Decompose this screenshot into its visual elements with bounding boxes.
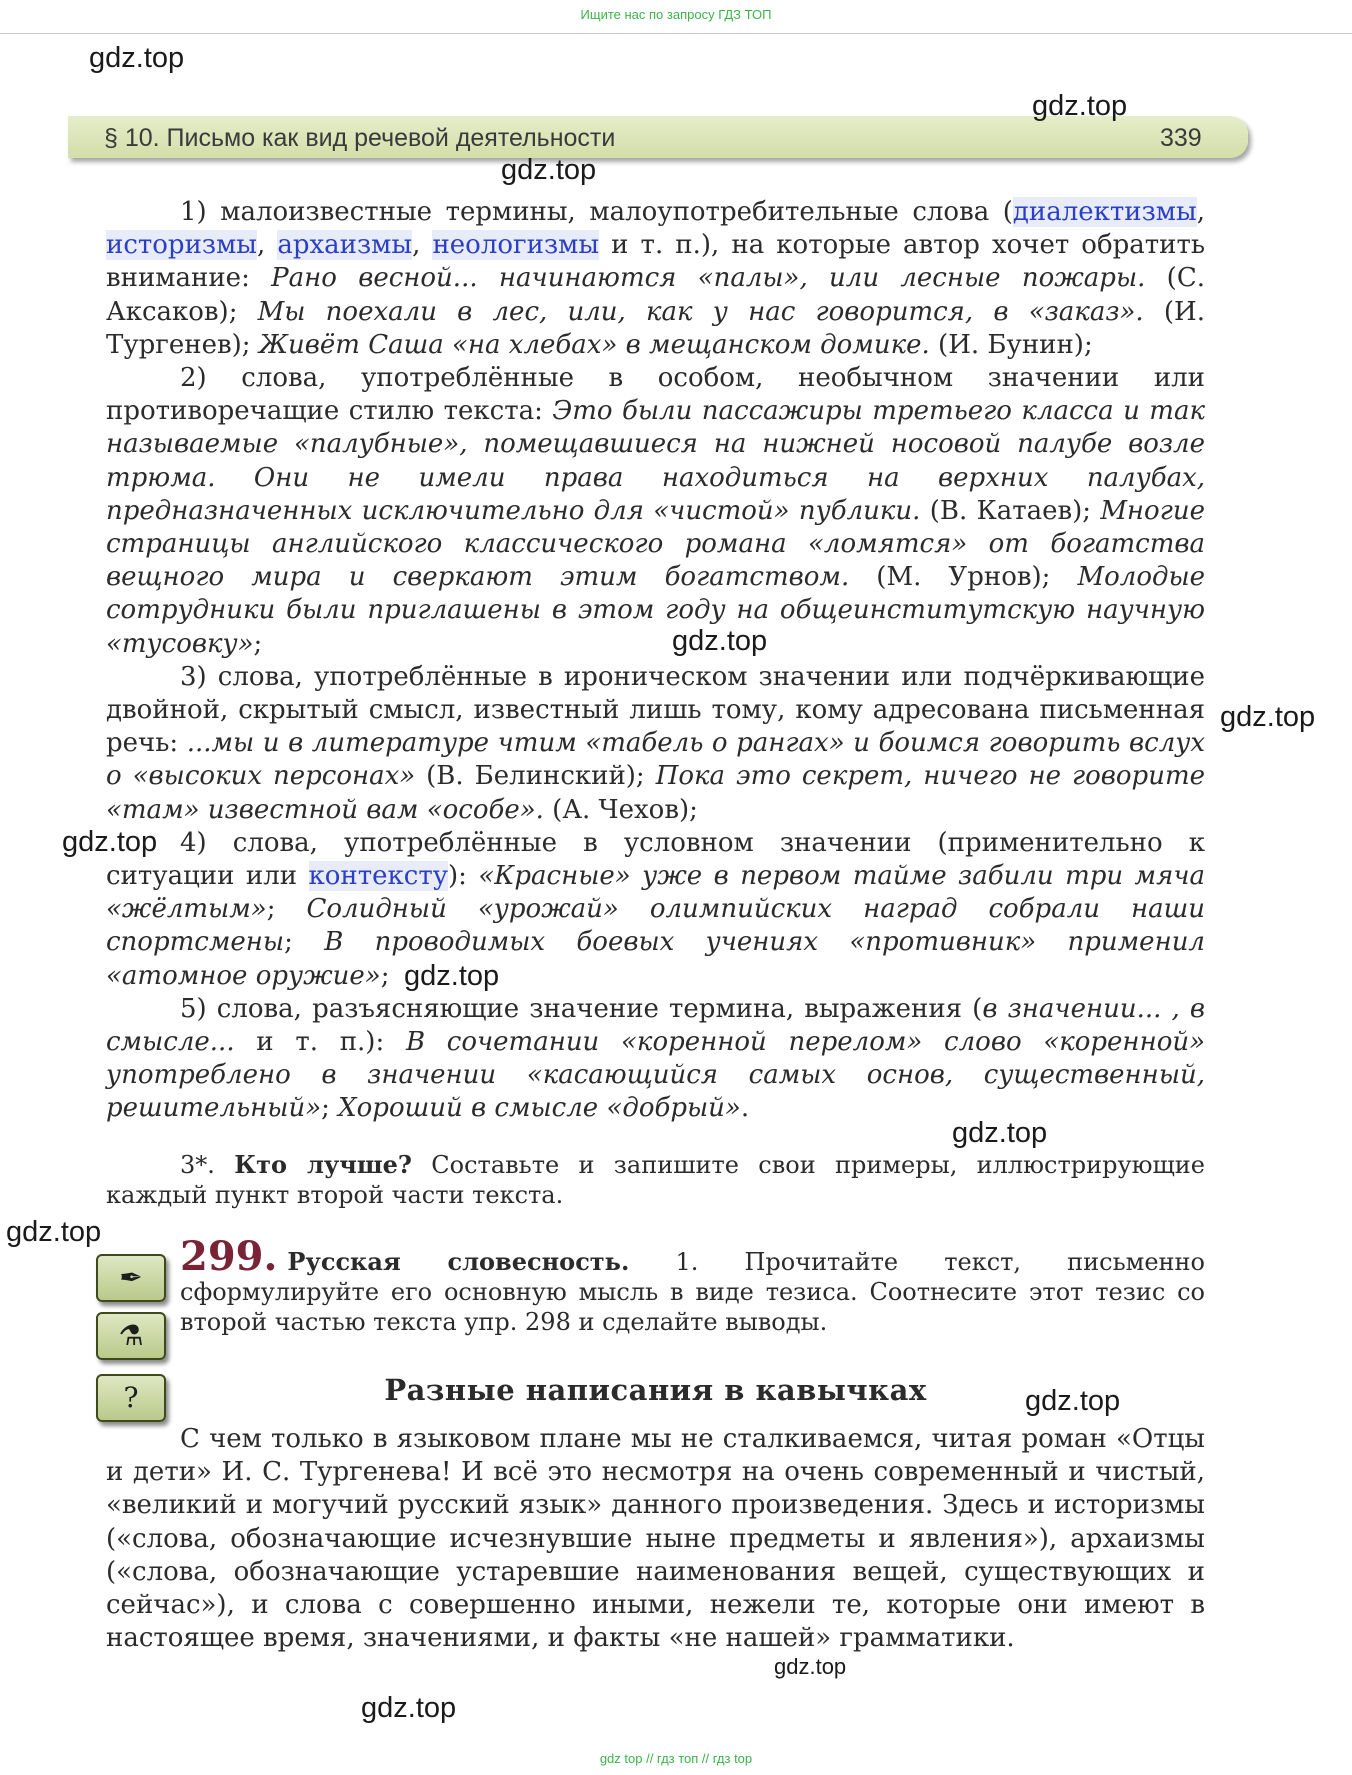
watermark: gdz.top: [6, 1216, 102, 1248]
rules-list: [106, 196, 1205, 1126]
rule-item-5: 5) слова, разъясняющие значение термина, выражения (в значении... , в смысле... и т. п.): В сочетании «коренной перелом» слово «коренной» употреблено в значении «касающийся самых основ, существенный, решительный»; Хороший в смысле «добрый».: [106, 993, 1206, 1124]
rule-item-1: 1) малоизвестные термины, малоупотребительные слова (диалектизмы, историзмы, архаизмы, неологизмы и т. п.), на которые автор хочет обратить внимание: Рано весной... начинаются «палы», или лесные пожары. (С. Аксаков); Мы поехали в лес, или, как у нас говорится, в «заказ». (И. Тургенев); Живёт Саша «на хлебах» в мещанском домике. (И. Бунин);: [106, 197, 1206, 360]
question-book-icon: ?: [96, 1374, 166, 1422]
section-header-title: § 10. Письмо как вид речевой деятельности: [104, 124, 616, 152]
rule-item-3: 3) слова, употреблённые в ироническом значении или подчёркивающие двойной, скрытый смысл, известный лишь тому, кому адресована письменная речь: ...мы и в литературе чтим «табель о рангах» и боимся говорить вслух о «высоких персонах» (В. Белинский); Пока это секрет, ничего не говорите «там» известной вам «особе». (А. Чехов);: [106, 661, 1205, 825]
watermark: gdz.top: [1032, 90, 1128, 122]
term-link-context[interactable]: контексту: [308, 861, 449, 892]
watermark: gdz.top: [1220, 701, 1316, 733]
rule-item-2: 2) слова, употреблённые в особом, необычном значении или противоречащие стилю текста: Это были пассажиры третьего класса и так называемые «палубные», помещавшиеся на нижней носовой палубе возле трюма. Они не имели права находиться на верхних палубах, предназначенных исключительно для «чистой» публики. (В. Катаев); Многие страницы английского классического романа «ломятся» от богатства вещного мира и сверкают этим богатством. (М. Урнов); Молодые сотрудники были приглашены в этом году на общеинститутскую научную «тусовку»;: [106, 363, 1206, 659]
top-banner[interactable]: Ищите нас по запросу ГДЗ ТОП: [0, 0, 1352, 34]
watermark: gdz.top: [774, 1654, 847, 1679]
task-label: Кто лучше?: [234, 1150, 412, 1179]
watermark: gdz.top: [672, 625, 768, 657]
exercise-paragraph: С чем только в языковом плане мы не сталкиваемся, читая роман «Отцы и дети» И. С. Тургенева! И всё это несмотря на очень современный и чистый, «великий и могучий русский язык» данного произведения. Здесь и историзмы («слова, обозначающие исчезнувшие ныне предметы и явления»), архаизмы («слова, обозначающие устаревшие наименования вещей, существующих и сейчас»), и слова с совершенно иными, нежели те, которые они имеют в настоящее время, значениями, и факты «не нашей» грамматики.: [106, 1424, 1205, 1654]
watermark: gdz.top: [952, 1117, 1048, 1149]
footer-links[interactable]: gdz top // гдз топ // гдз top: [599, 1751, 753, 1766]
term-link-dialectisms[interactable]: диалектизмы: [1012, 197, 1197, 227]
watermark: gdz.top: [89, 42, 185, 74]
text-title: Разные написания в кавычках: [384, 1373, 927, 1407]
task-3: 3*. Кто лучше? Составьте и запишите свои примеры, иллюстрирующие каждый пункт второй части текста.: [106, 1150, 1205, 1209]
quill-book-icon: ✒: [96, 1254, 166, 1302]
rule-item-4: 4) слова, употреблённые в условном значении (применительно к ситуации или контексту): «Красные» уже в первом тайме забили три мяча «жёлтым»; Солидный «урожай» олимпийских наград собрали наши спортсмены; В проводимых боевых учениях «противник» применил «атомное оружие»;: [106, 827, 1206, 991]
term-link-archaisms[interactable]: архаизмы: [277, 230, 413, 261]
watermark: gdz.top: [501, 154, 597, 186]
exercise-text: [106, 1423, 1205, 1655]
watermark: gdz.top: [62, 826, 158, 858]
page-number: 339: [1160, 124, 1202, 152]
exercise-label: Русская словесность.: [287, 1247, 630, 1276]
watermark: gdz.top: [361, 1692, 457, 1724]
term-link-neologisms[interactable]: неологизмы: [432, 230, 600, 261]
term-link-historisms[interactable]: историзмы: [106, 230, 257, 261]
watermark: gdz.top: [1025, 1385, 1121, 1417]
watermark: gdz.top: [404, 960, 500, 992]
microscope-icon: ⚗: [96, 1312, 166, 1360]
exercise-number: 299.: [180, 1233, 278, 1280]
exercise-299: 299. Русская словесность. 1. Прочитайте текст, письменно сформулируйте его основную мысль в виде тезиса. Соотнесите этот тезис со второй частью текста упр. 298 и сделайте выводы.: [180, 1233, 1205, 1336]
